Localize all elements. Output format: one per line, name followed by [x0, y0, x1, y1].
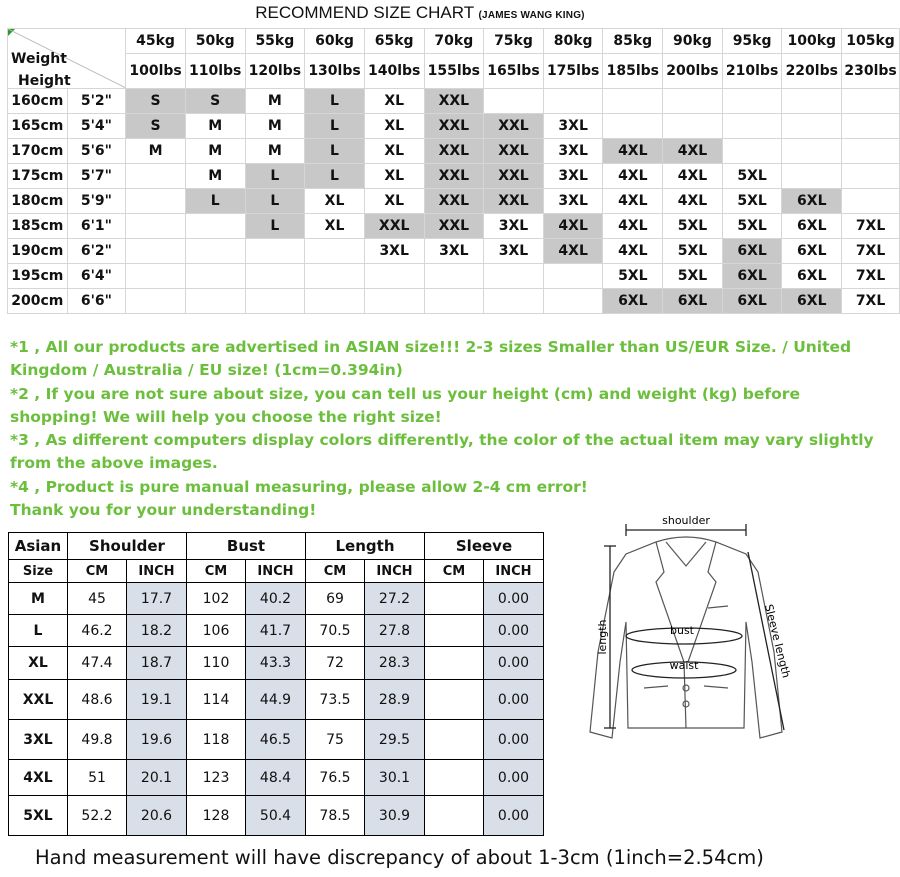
size-cell: [722, 139, 782, 164]
size-cell: 6XL: [663, 289, 723, 314]
unit-cm-header: CM: [425, 560, 484, 583]
size-header: Size: [9, 560, 68, 583]
size-cell: XXL: [424, 139, 484, 164]
cm-value: 106: [187, 615, 246, 647]
size-cell: [126, 164, 186, 189]
size-cell: 6XL: [782, 239, 842, 264]
measure-row: [9, 720, 544, 760]
size-cell: 6XL: [722, 289, 782, 314]
size-cell: [185, 214, 245, 239]
inch-value: 41.7: [246, 615, 306, 647]
cm-value: [425, 647, 484, 680]
size-cell: 4XL: [603, 239, 663, 264]
size-cell: [842, 139, 900, 164]
weight-lbs-header: 155lbs: [424, 54, 484, 89]
size-cell: [782, 139, 842, 164]
height-ft: 5'4": [67, 114, 126, 139]
jacket-diagram: [586, 512, 796, 744]
size-cell: XXL: [424, 164, 484, 189]
chart-title-main: RECOMMEND SIZE CHART: [255, 3, 474, 22]
size-cell: 7XL: [842, 289, 900, 314]
chart-title: [0, 3, 840, 23]
size-cell: [722, 89, 782, 114]
size-cell: [424, 289, 484, 314]
inch-value: 17.7: [127, 583, 187, 615]
weight-kg-header: 95kg: [722, 29, 782, 54]
height-ft: 6'1": [67, 214, 126, 239]
length-label: length: [596, 619, 609, 655]
size-cell: M: [126, 139, 186, 164]
inch-value: 27.2: [365, 583, 425, 615]
inch-value: 28.3: [365, 647, 425, 680]
size-cell: 6XL: [782, 289, 842, 314]
cm-value: 123: [187, 760, 246, 796]
cm-value: [425, 720, 484, 760]
weight-height-corner: [8, 29, 126, 89]
size-cell: XL: [305, 214, 365, 239]
size-cell: M: [185, 139, 245, 164]
inch-value: 48.4: [246, 760, 306, 796]
inch-value: 30.1: [365, 760, 425, 796]
height-cm: 185cm: [8, 214, 68, 239]
measure-row: [9, 760, 544, 796]
size-cell: [245, 239, 305, 264]
height-row: [8, 214, 900, 239]
size-cell: [484, 264, 544, 289]
size-cell: [305, 239, 365, 264]
measure-row: [9, 583, 544, 615]
size-cell: XXL: [484, 189, 544, 214]
notes: [10, 336, 890, 522]
size-cell: [842, 164, 900, 189]
weight-lbs-header: 130lbs: [305, 54, 365, 89]
size-cell: 5XL: [722, 189, 782, 214]
size-cell: 5XL: [663, 214, 723, 239]
inch-value: 20.1: [127, 760, 187, 796]
jacket-outline: [590, 537, 782, 738]
inch-value: 46.5: [246, 720, 306, 760]
size-cell: 5XL: [722, 164, 782, 189]
size-cell: [543, 264, 603, 289]
size-cell: 4XL: [543, 239, 603, 264]
size-cell: 4XL: [663, 164, 723, 189]
size-cell: [126, 214, 186, 239]
size-cell: 3XL: [543, 164, 603, 189]
size-cell: [782, 164, 842, 189]
size-cell: 4XL: [663, 139, 723, 164]
cm-value: 72: [306, 647, 365, 680]
inch-value: 44.9: [246, 680, 306, 720]
weight-lbs-header: 110lbs: [185, 54, 245, 89]
cm-value: 46.2: [68, 615, 127, 647]
inch-value: 0.00: [484, 583, 544, 615]
height-cm: 190cm: [8, 239, 68, 264]
size-cell: L: [245, 189, 305, 214]
size-cell: 4XL: [543, 214, 603, 239]
length-header: Length: [306, 533, 425, 560]
inch-value: 20.6: [127, 796, 187, 836]
height-row: [8, 264, 900, 289]
size-cell: 6XL: [722, 264, 782, 289]
shoulder-header: Shoulder: [68, 533, 187, 560]
height-cm: 175cm: [8, 164, 68, 189]
size-cell: [543, 89, 603, 114]
inch-value: 30.9: [365, 796, 425, 836]
weight-lbs-header: 210lbs: [722, 54, 782, 89]
size-cell: 4XL: [603, 189, 663, 214]
weight-lbs-header: 165lbs: [484, 54, 544, 89]
size-cell: [185, 239, 245, 264]
cm-value: [425, 760, 484, 796]
unit-inch-header: INCH: [127, 560, 187, 583]
asian-size-header: Asian: [9, 533, 68, 560]
inch-value: 19.1: [127, 680, 187, 720]
size-cell: 3XL: [364, 239, 424, 264]
height-row: [8, 189, 900, 214]
cm-value: 118: [187, 720, 246, 760]
inch-value: 27.8: [365, 615, 425, 647]
size-cell: [245, 289, 305, 314]
size-cell: 4XL: [663, 189, 723, 214]
size-cell: XL: [364, 189, 424, 214]
cm-value: 110: [187, 647, 246, 680]
cm-value: 47.4: [68, 647, 127, 680]
note-1: *1 , All our products are advertised in ASIAN size!!! 2-3 sizes Smaller than US/EUR Size. / United Kingdom / Australia / EU size! (1cm=0.394in): [10, 338, 852, 380]
cm-value: [425, 680, 484, 720]
inch-value: 0.00: [484, 647, 544, 680]
height-ft: 5'2": [67, 89, 126, 114]
asian-size: XL: [9, 647, 68, 680]
unit-inch-header: INCH: [246, 560, 306, 583]
size-cell: XXL: [364, 214, 424, 239]
height-row: [8, 89, 900, 114]
size-cell: [484, 89, 544, 114]
weight-lbs-header: 175lbs: [543, 54, 603, 89]
size-cell: 4XL: [603, 164, 663, 189]
size-cell: 3XL: [543, 114, 603, 139]
weight-kg-header: 45kg: [126, 29, 186, 54]
inch-value: 40.2: [246, 583, 306, 615]
size-cell: 5XL: [722, 214, 782, 239]
inch-value: 28.9: [365, 680, 425, 720]
asian-size: 3XL: [9, 720, 68, 760]
cm-value: [425, 796, 484, 836]
cm-value: 76.5: [306, 760, 365, 796]
size-cell: [364, 289, 424, 314]
size-cell: 4XL: [603, 214, 663, 239]
height-ft: 5'7": [67, 164, 126, 189]
size-cell: [364, 264, 424, 289]
size-cell: [185, 289, 245, 314]
size-cell: [126, 264, 186, 289]
size-cell: XXL: [424, 214, 484, 239]
inch-value: 0.00: [484, 796, 544, 836]
height-cm: 200cm: [8, 289, 68, 314]
size-cell: XXL: [424, 189, 484, 214]
measurement-table: [8, 532, 544, 836]
weight-kg-header: 100kg: [782, 29, 842, 54]
cm-value: 52.2: [68, 796, 127, 836]
size-cell: XXL: [484, 139, 544, 164]
size-cell: [842, 114, 900, 139]
size-cell: [484, 289, 544, 314]
inch-value: 0.00: [484, 615, 544, 647]
size-cell: 5XL: [603, 264, 663, 289]
measure-row: [9, 680, 544, 720]
size-cell: 6XL: [603, 289, 663, 314]
inch-value: 18.2: [127, 615, 187, 647]
height-row: [8, 139, 900, 164]
size-cell: XXL: [484, 164, 544, 189]
size-cell: [603, 89, 663, 114]
weight-lbs-header: 120lbs: [245, 54, 305, 89]
size-cell: [663, 114, 723, 139]
inch-value: 29.5: [365, 720, 425, 760]
cm-value: 73.5: [306, 680, 365, 720]
footer-note: Hand measurement will have discrepancy of about 1-3cm (1inch=2.54cm): [35, 846, 764, 869]
height-cm: 170cm: [8, 139, 68, 164]
measure-row: [9, 647, 544, 680]
size-cell: L: [305, 89, 365, 114]
height-ft: 6'2": [67, 239, 126, 264]
size-cell: L: [305, 139, 365, 164]
size-cell: 3XL: [484, 214, 544, 239]
weight-kg-header: 105kg: [842, 29, 900, 54]
size-cell: M: [245, 139, 305, 164]
asian-size: L: [9, 615, 68, 647]
size-cell: 7XL: [842, 264, 900, 289]
cm-value: 48.6: [68, 680, 127, 720]
cm-value: 114: [187, 680, 246, 720]
size-cell: [603, 114, 663, 139]
size-cell: 3XL: [484, 239, 544, 264]
weight-lbs-header: 230lbs: [842, 54, 900, 89]
weight-label: Weight: [11, 51, 67, 67]
note-3: *3 , As different computers display colors differently, the color of the actual item may vary slightly from the above images.: [10, 431, 874, 473]
unit-cm-header: CM: [306, 560, 365, 583]
sleeve-label: Sleeve length: [761, 602, 793, 680]
size-cell: S: [126, 114, 186, 139]
size-cell: XL: [364, 164, 424, 189]
cm-value: [425, 583, 484, 615]
size-cell: [722, 114, 782, 139]
bust-label: bust: [670, 624, 694, 637]
weight-lbs-header: 185lbs: [603, 54, 663, 89]
size-cell: [782, 89, 842, 114]
size-cell: [543, 289, 603, 314]
cm-value: 70.5: [306, 615, 365, 647]
size-cell: [305, 289, 365, 314]
weight-lbs-header: 220lbs: [782, 54, 842, 89]
weight-kg-header: 65kg: [364, 29, 424, 54]
size-cell: S: [126, 89, 186, 114]
measure-row: [9, 615, 544, 647]
size-cell: XL: [364, 114, 424, 139]
height-cm: 160cm: [8, 89, 68, 114]
inch-value: 0.00: [484, 720, 544, 760]
weight-kg-header: 85kg: [603, 29, 663, 54]
inch-value: 0.00: [484, 680, 544, 720]
inch-value: 0.00: [484, 760, 544, 796]
size-cell: [782, 114, 842, 139]
height-ft: 6'6": [67, 289, 126, 314]
inch-value: 19.6: [127, 720, 187, 760]
size-cell: [245, 264, 305, 289]
height-label: Height: [18, 73, 71, 89]
cm-value: 51: [68, 760, 127, 796]
weight-lbs-header: 140lbs: [364, 54, 424, 89]
size-cell: 6XL: [782, 214, 842, 239]
height-row: [8, 164, 900, 189]
size-cell: L: [305, 114, 365, 139]
size-cell: M: [185, 164, 245, 189]
size-cell: XXL: [484, 114, 544, 139]
height-cm: 165cm: [8, 114, 68, 139]
height-row: [8, 239, 900, 264]
cm-value: 45: [68, 583, 127, 615]
cm-value: 49.8: [68, 720, 127, 760]
asian-size: XXL: [9, 680, 68, 720]
weight-lbs-header: 100lbs: [126, 54, 186, 89]
size-cell: [126, 239, 186, 264]
size-cell: 3XL: [543, 139, 603, 164]
measure-row: [9, 796, 544, 836]
weight-kg-header: 50kg: [185, 29, 245, 54]
weight-kg-header: 60kg: [305, 29, 365, 54]
size-cell: XL: [364, 89, 424, 114]
size-cell: M: [185, 114, 245, 139]
size-cell: [126, 189, 186, 214]
inch-value: 18.7: [127, 647, 187, 680]
cm-value: 128: [187, 796, 246, 836]
size-cell: 4XL: [603, 139, 663, 164]
weight-kg-header: 90kg: [663, 29, 723, 54]
size-cell: [305, 264, 365, 289]
height-ft: 6'4": [67, 264, 126, 289]
recommend-size-chart: [7, 28, 900, 314]
asian-size: M: [9, 583, 68, 615]
cm-value: 102: [187, 583, 246, 615]
weight-kg-header: 80kg: [543, 29, 603, 54]
cm-value: 75: [306, 720, 365, 760]
size-cell: 5XL: [663, 264, 723, 289]
cm-value: [425, 615, 484, 647]
measure-lines: [604, 524, 784, 730]
size-cell: [126, 289, 186, 314]
cm-value: 69: [306, 583, 365, 615]
size-cell: 6XL: [782, 264, 842, 289]
size-cell: XL: [305, 189, 365, 214]
size-cell: 5XL: [663, 239, 723, 264]
size-cell: 3XL: [543, 189, 603, 214]
size-cell: 6XL: [782, 189, 842, 214]
size-cell: XXL: [424, 114, 484, 139]
size-cell: 6XL: [722, 239, 782, 264]
size-cell: S: [185, 89, 245, 114]
cm-value: 78.5: [306, 796, 365, 836]
size-cell: [663, 89, 723, 114]
shoulder-label: shoulder: [662, 514, 710, 527]
height-cm: 195cm: [8, 264, 68, 289]
height-ft: 5'9": [67, 189, 126, 214]
weight-lbs-header: 200lbs: [663, 54, 723, 89]
height-ft: 5'6": [67, 139, 126, 164]
waist-label: waist: [669, 659, 699, 672]
weight-kg-header: 75kg: [484, 29, 544, 54]
chart-title-sub: (JAMES WANG KING): [478, 10, 585, 21]
weight-kg-header: 70kg: [424, 29, 484, 54]
size-cell: L: [245, 214, 305, 239]
size-cell: [842, 189, 900, 214]
asian-size: 4XL: [9, 760, 68, 796]
inch-value: 43.3: [246, 647, 306, 680]
size-cell: XXL: [424, 89, 484, 114]
size-cell: L: [245, 164, 305, 189]
inch-value: 50.4: [246, 796, 306, 836]
note-4: *4 , Product is pure manual measuring, please allow 2-4 cm error!: [10, 477, 588, 496]
unit-inch-header: INCH: [484, 560, 544, 583]
size-cell: [185, 264, 245, 289]
size-cell: 3XL: [424, 239, 484, 264]
note-thanks: Thank you for your understanding!: [10, 501, 317, 520]
size-cell: [424, 264, 484, 289]
size-cell: XL: [364, 139, 424, 164]
unit-cm-header: CM: [187, 560, 246, 583]
size-cell: M: [245, 89, 305, 114]
asian-size: 5XL: [9, 796, 68, 836]
height-row: [8, 289, 900, 314]
height-row: [8, 114, 900, 139]
weight-kg-header: 55kg: [245, 29, 305, 54]
size-cell: M: [245, 114, 305, 139]
size-cell: [842, 89, 900, 114]
size-cell: 7XL: [842, 239, 900, 264]
bust-header: Bust: [187, 533, 306, 560]
height-cm: 180cm: [8, 189, 68, 214]
size-cell: L: [185, 189, 245, 214]
size-cell: 7XL: [842, 214, 900, 239]
unit-inch-header: INCH: [365, 560, 425, 583]
unit-cm-header: CM: [68, 560, 127, 583]
size-cell: L: [305, 164, 365, 189]
sleeve-header: Sleeve: [425, 533, 544, 560]
note-2: *2 , If you are not sure about size, you can tell us your height (cm) and weight (kg) before shopping! We will help you choose the right size!: [10, 384, 800, 426]
